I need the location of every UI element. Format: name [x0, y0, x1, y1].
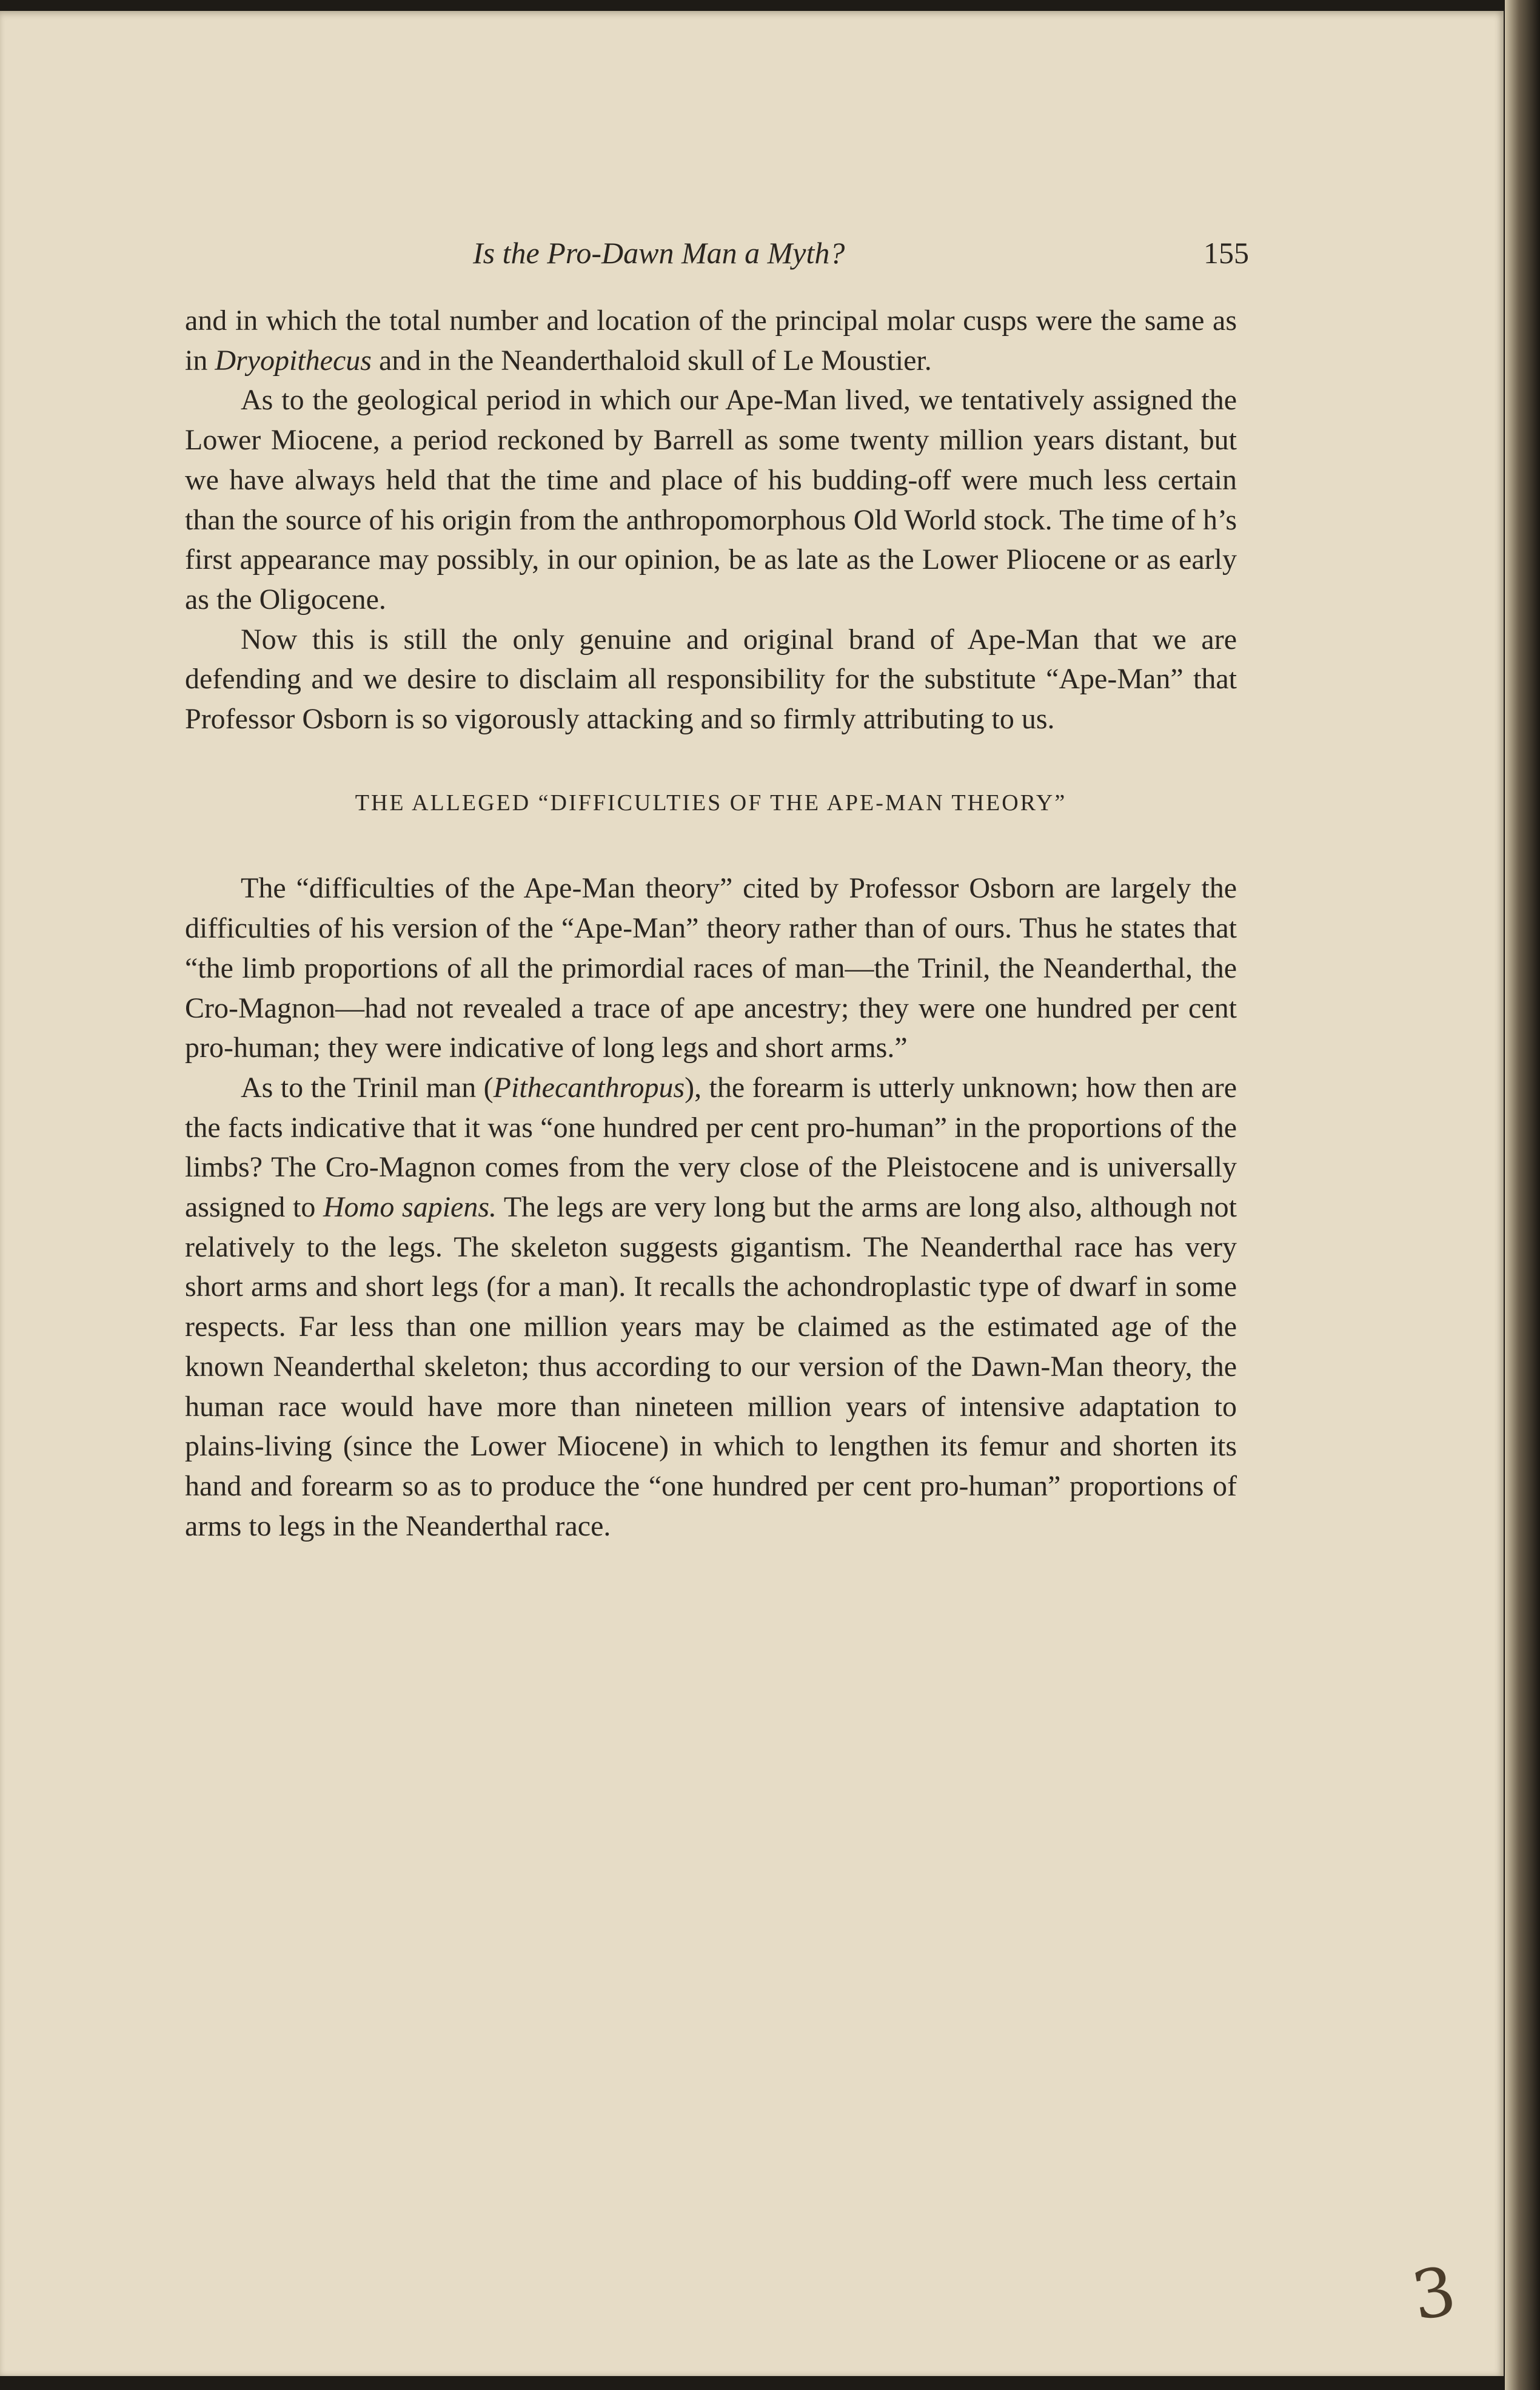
section-heading: THE ALLEGED “DIFFICULTIES OF THE APE-MAN THEORY”: [355, 790, 1067, 816]
paragraph: The “difficulties of the Ape-Man theory” cited by Professor Osborn are largely the difficulties of his version of the “Ape-Man” theory rather than of ours. Thus he states that “the limb proportions of all the primordial races of man—the Trinil, the Neanderthal, the Cro-Magnon—had not revealed a trace of ape ancestry; they were one hundred per cent pro-human; they were indicative of long legs and short arms.”: [185, 872, 1237, 1064]
page-number: 155: [1204, 236, 1249, 270]
text-run: and in which the total number and location of the principal molar cusps were the same as in: [185, 304, 1237, 377]
page-header: [182, 235, 1249, 278]
paragraph: [185, 1068, 1237, 1546]
paragraph: Now this is still the only genuine and original brand of Ape-Man that we are defending and we desire to disclaim all responsibility for the substitute “Ape-Man” that Professor Osborn is so vigorously attacking and so firmly attributing to us.: [185, 623, 1237, 736]
italic-term: Homo sapiens.: [323, 1191, 497, 1224]
book-page: [0, 11, 1504, 2376]
handwritten-folio-mark: 3: [1406, 2251, 1462, 2336]
paragraph: As to the geological period in which our Ape-Man lived, we tentatively assigned the Lower Miocene, a period reckoned by Barrell as some twenty million years distant, but we have always held that the time and place of his budding-off were much less certain than the source of his origin from the anthropomorphous Old World stock. The time of h’s first appearance may possibly, in our opinion, be as late as the Lower Pliocene or as early as the Oligocene.: [185, 384, 1237, 616]
text-run: and in the Neanderthaloid skull of Le Moustier.: [371, 344, 932, 377]
text-run: The legs are very long but the arms are long also, although not relatively to the legs. The skeleton suggests gigantism. The Neanderthal race has very short arms and short legs (for a man). It recalls the achondroplastic type of dwarf in some respects. Far less than one million years may be claimed as the estimated age of the known Neanderthal skeleton; thus according to our version of the Dawn-Man theory, the human race would have more than nineteen million years of intensive adaptation to plains-living (since the Lower Miocene) in which to lengthen its femur and shorten its hand and forearm so as to produce the “one hundred per cent pro-human” proportions of arms to legs in the Neanderthal race.: [185, 1191, 1237, 1542]
italic-term: Pithecanthropus: [493, 1071, 685, 1104]
italic-term: Dryopithecus: [215, 344, 372, 377]
body-text: [185, 301, 1237, 1546]
text-run: As to the Trinil man (: [241, 1071, 494, 1104]
page-edge-shadow: [1505, 0, 1540, 2390]
paragraph-continuation: [185, 301, 1237, 380]
running-title: Is the Pro-Dawn Man a Myth?: [473, 236, 845, 270]
text-run: ), the forearm is utterly unknown; how then are the facts indicative that it was “one hundred per cent pro-human” in the proportions of the limbs? The Cro-Magnon comes from the very close of the Pleistocene and is universally assigned to: [185, 1071, 1237, 1224]
